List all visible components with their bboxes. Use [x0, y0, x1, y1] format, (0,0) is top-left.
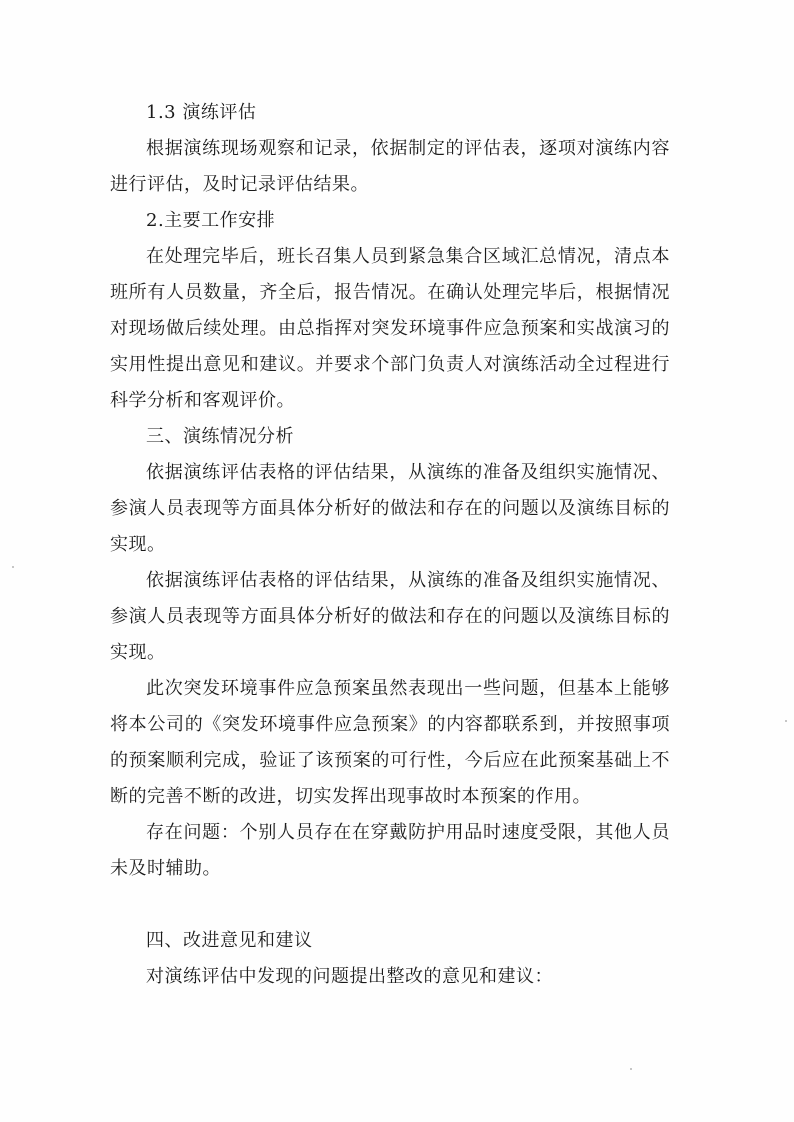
section-heading-work-arrangement: 2.主要工作安排	[146, 210, 276, 231]
paragraph-drill-analysis-2: 依据演练评估表格的评估结果，从演练的准备及组织实施情况、参演人员表现等方面具体分析好的做法和存在的问题以及演练目标的实现。	[110, 570, 670, 663]
document-body	[110, 95, 670, 995]
paragraph-improvements: 对演练评估中发现的问题提出整改的意见和建议：	[146, 966, 553, 987]
paragraph-drill-analysis-1: 依据演练评估表格的评估结果，从演练的准备及组织实施情况、参演人员表现等方面具体分析好的做法和存在的问题以及演练目标的实现。	[110, 462, 670, 555]
scan-speck	[12, 566, 14, 568]
paragraph-work-arrangement: 在处理完毕后，班长召集人员到紧急集合区域汇总情况，清点本班所有人员数量，齐全后，报告情况。在确认处理完毕后，根据情况对现场做后续处理。由总指挥对突发环境事件应急预案和实战演习的实用性提出意见和建议。并要求个部门负责人对演练活动全过程进行科学分析和客观评价。	[110, 246, 670, 411]
paragraph-plan-verification: 此次突发环境事件应急预案虽然表现出一些问题，但基本上能够将本公司的《突发环境事件应急预案》的内容都联系到，并按照事项的预案顺利完成，验证了该预案的可行性，今后应在此预案基础上不断的完善不断的改进，切实发挥出现事故时本预案的作用。	[110, 678, 670, 807]
paragraph-evaluation: 根据演练现场观察和记录，依据制定的评估表，逐项对演练内容进行评估，及时记录评估结果。	[110, 138, 670, 195]
section-heading-improvements: 四、改进意见和建议	[146, 930, 313, 951]
section-heading-drill-analysis: 三、演练情况分析	[146, 426, 294, 447]
paragraph-gap	[110, 887, 670, 923]
paragraph-existing-problems: 存在问题：个别人员存在在穿戴防护用品时速度受限，其他人员未及时辅助。	[110, 822, 670, 879]
scan-speck	[630, 1068, 632, 1070]
scan-speck	[785, 720, 787, 722]
section-heading-evaluation: 1.3 演练评估	[146, 102, 257, 123]
